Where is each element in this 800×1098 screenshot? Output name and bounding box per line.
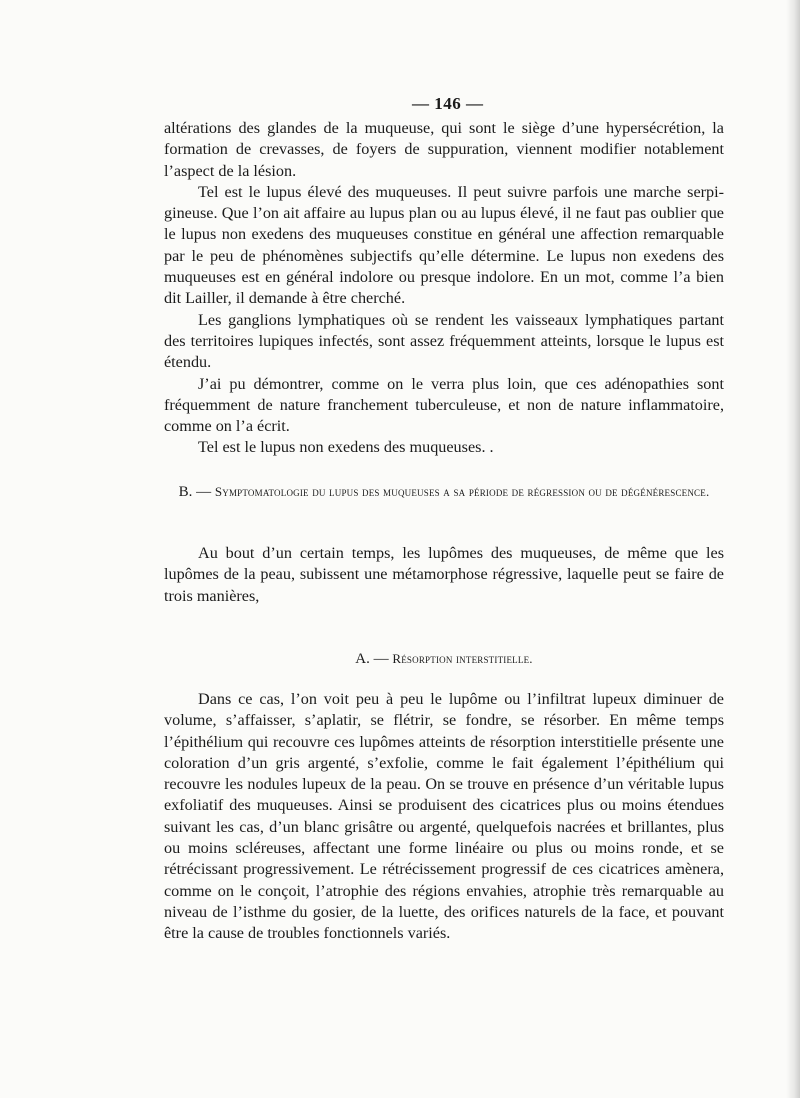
middle-text-block [164, 543, 724, 607]
paragraph-resorption: Dans ce cas, l’on voit peu à peu le lupôme ou l’infiltrat lupeux diminuer de volume, s’affaisser, s’aplatir, se flétrir, se fondre, se résorber. En même temps l’épithélium qui recouvre ces lupômes atteints de résorption interstitielle présente une coloration d’un gris argenté, s’exfolie, comme le fait également l’épithélium qui recouvre les nodules lupeux de la peau. On se trouve en présence d’un véritable lupus exfoliatif des muqueuses. Ainsi se produisent des cicatrices plus ou moins étendues suivant les cas, d’un blanc grisâtre ou argenté, quelquefois nacrées et brillantes, plus ou moins scléreuses, affectant une forme linéaire ou plus ou moins ronde, et se rétrécissant progressivement. Le rétrécissement progressif de ces cicatrices amènera, comme on le conçoit, l’atrophie des régions envahies, atrophie très remarquable au niveau de l’isthme du gosier, de la luette, des orifices naturels de la face, et pouvant être la cause de troubles fonctionnels variés. [164, 690, 724, 943]
scan-shadow-edge [786, 0, 800, 1098]
bottom-text-block [164, 689, 724, 945]
paragraph-adenopathies: J’ai pu démontrer, comme on le verra plus loin, que ces adénopathies sont fréquemment de nature franchement tuberculeuse, et non de nature inflammatoire, comme on l’a écrit. [164, 374, 724, 436]
subsection-label: A. — [355, 651, 393, 667]
paragraph-ganglions: Les ganglions lymphatiques où se rendent les vaisseaux lymphatiques partant des territoires lupiques infectés, sont assez fréquemment atteints, lorsque le lupus est étendu. [164, 310, 724, 372]
page-number: — 146 — [412, 94, 484, 113]
section-title: Symptomatologie du lupus des muqueuses a sa période de régression ou de dégénérescence. [214, 484, 710, 499]
paragraph-conclusion: Tel est le lupus non exedens des muqueuses. . [198, 438, 494, 457]
top-text-block [164, 118, 724, 459]
paragraph-lupus-eleve: Tel est le lupus élevé des muqueuses. Il peut suivre parfois une marche serpigineuse. Que l’on ait affaire au lupus plan ou au lupus élevé, il ne faut pas oublier que le lupus non exedens des muqueuses constitue en général une affection remarquable par le peu de phénomènes subjectifs qu’elle détermine. Le lupus non exedens des muqueuses est en général indolore ou presque indolore. En un mot, comme l’a bien dit Lailler, il demande à être cherché. [164, 182, 724, 308]
subsection-heading-a [164, 649, 724, 669]
paragraph-continuation: altérations des glandes de la muqueuse, qui sont le siège d’une hypersécrétion, la formation de crevasses, de foyers de suppuration, viennent modifier notablement l’aspect de la lésion. [164, 119, 724, 180]
subsection-title: Résorption interstitielle. [392, 651, 533, 666]
section-heading-b [164, 481, 724, 503]
paragraph-metamorphose: Au bout d’un certain temps, les lupômes des muqueuses, de même que les lupômes de la peau, subissent une métamorphose régressive, laquelle peut se faire de trois manières, [164, 544, 724, 605]
section-label: B. — [178, 484, 215, 500]
